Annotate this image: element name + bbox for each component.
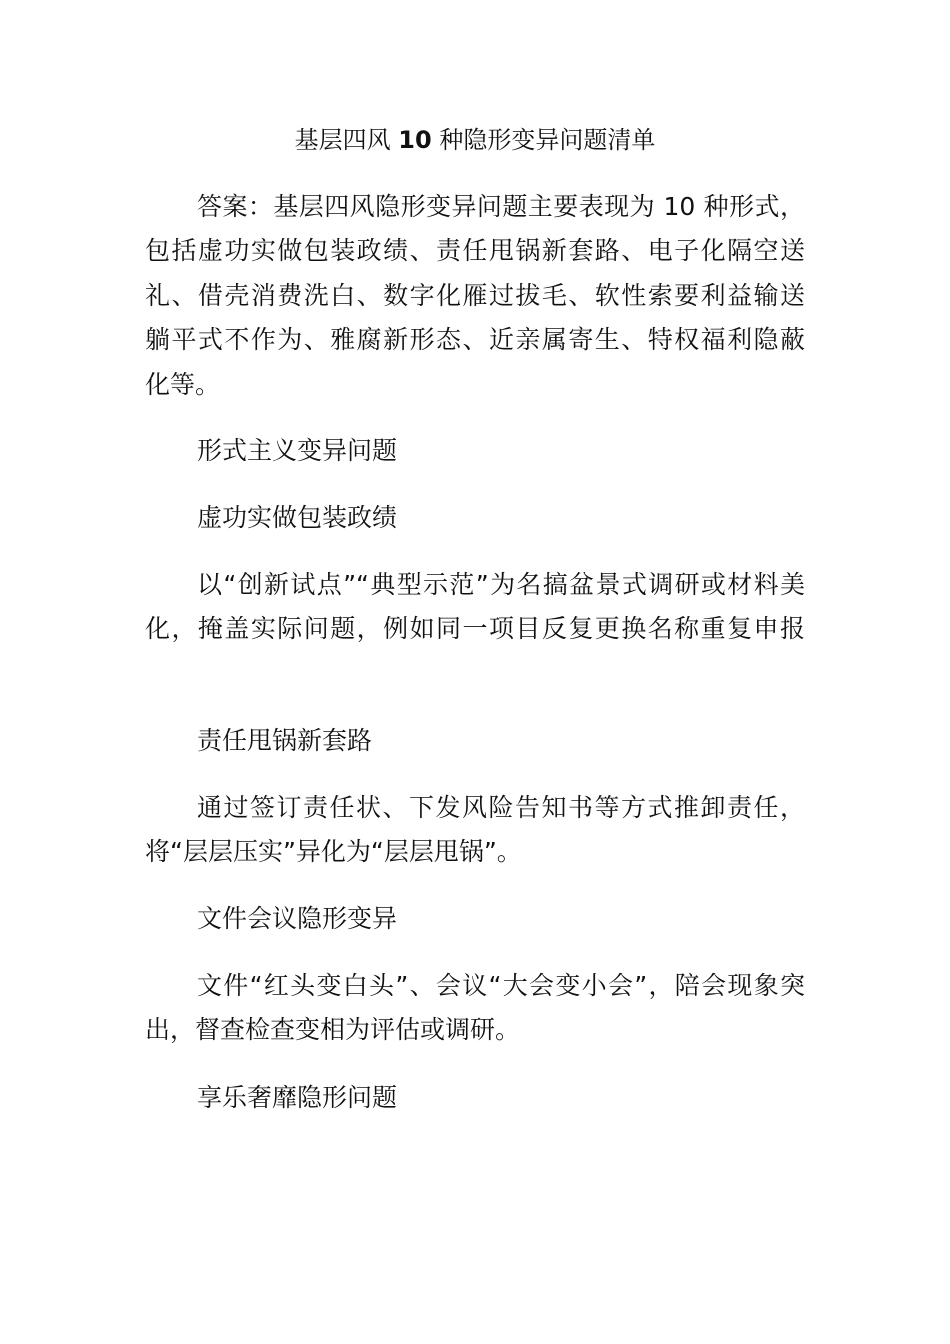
section-heading: 享乐奢靡隐形问题	[197, 1083, 398, 1112]
paragraph-line: 躺平式不作为、雅腐新形态、近亲属寄生、特权福利隐蔽	[145, 325, 805, 355]
body-paragraph	[145, 786, 805, 875]
section-heading: 形式主义变异问题	[197, 436, 398, 465]
paragraph-line: 通过签订责任状、下发风险告知书等方式推卸责任，	[197, 793, 805, 822]
title-text: 种隐形变异问题清单	[439, 126, 656, 154]
paragraph-line: 答案：基层四风隐形变异问题主要表现为 10 种形式，	[197, 192, 805, 221]
section-heading: 文件会议隐形变异	[197, 904, 398, 933]
document-title	[0, 120, 950, 160]
paragraph-line: 将“层层压实”异化为“层层甩锅”。	[145, 837, 522, 867]
paragraph-line: 以“创新试点”“典型示范”为名搞盆景式调研或材料美	[197, 570, 805, 599]
paragraph-line: 文件“红头变白头”、会议“大会变小会”，陪会现象突	[197, 971, 805, 1000]
paragraph-line: 包括虚功实做包装政绩、责任甩锅新套路、电子化隔空送	[145, 236, 805, 266]
paragraph-line: 化等。	[145, 369, 221, 399]
answer-paragraph	[145, 185, 805, 407]
section-heading: 责任甩锅新套路	[197, 726, 373, 755]
paragraph-line: 出，督查检查变相为评估或调研。	[145, 1015, 521, 1045]
paragraph-line: 礼、借壳消费洗白、数字化雁过拔毛、软性索要利益输送	[145, 280, 805, 310]
body-paragraph	[145, 964, 805, 1053]
title-text: 基层四风	[294, 126, 391, 154]
paragraph-line: 化，掩盖实际问题，例如同一项目反复更换名称重复申报	[145, 614, 805, 644]
title-number: 10	[398, 126, 432, 154]
body-paragraph	[145, 563, 805, 652]
section-heading: 虚功实做包装政绩	[197, 503, 398, 532]
